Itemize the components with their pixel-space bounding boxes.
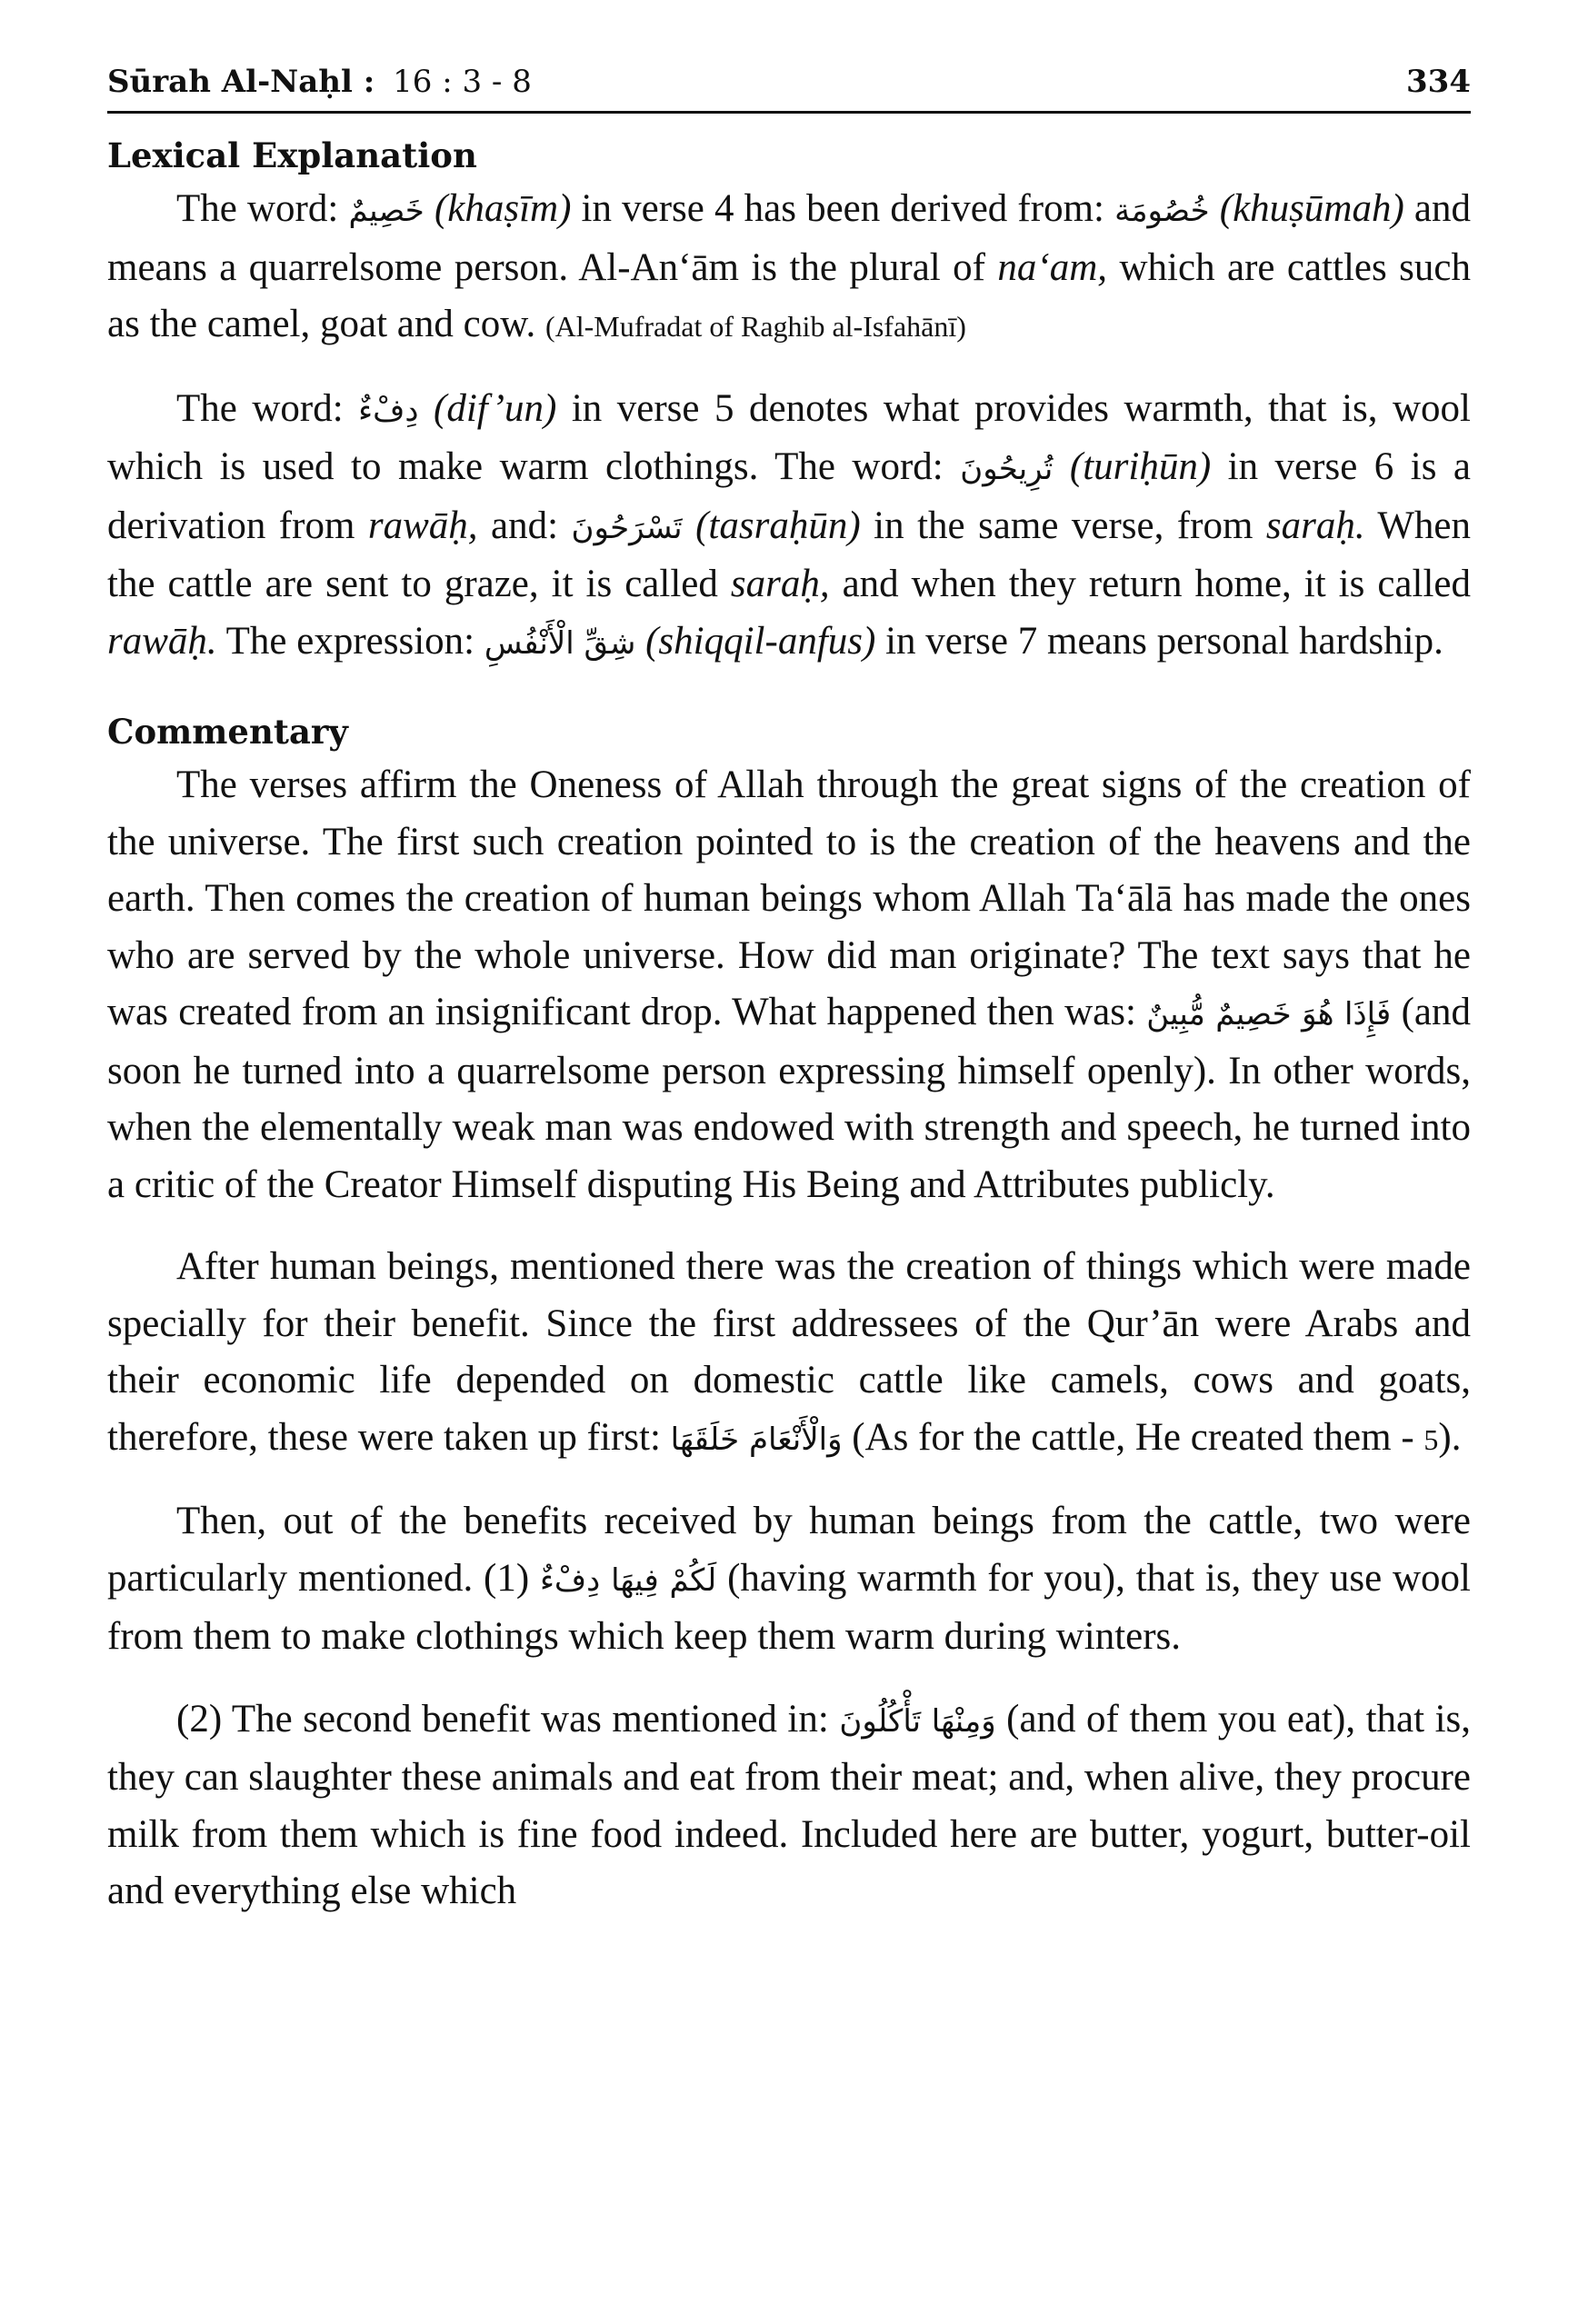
text-run: in verse 4 has been derived from: <box>571 187 1115 230</box>
text-run: (and of them you eat), that is, they can slaughter these animals and eat from their meat; and, when alive, they procure milk from them which is fine food indeed. Included here are butter, yogurt, butter-oil and everything else which <box>107 1697 1471 1912</box>
arabic-term: فَإِذَا هُوَ خَصِيمٌ مُّبِينٌ <box>1146 996 1392 1032</box>
text-run: The verses affirm the Oneness of Allah through the great signs of the creation of the universe. The first such creation pointed to is the creation of the heavens and the earth. Then comes the creation of human beings whom Allah Ta‘ālā has made the ones who are served by the whole universe. How did man originate? The text says that he was created from an insignificant drop. What happened then was: <box>107 763 1471 1033</box>
citation: (Al-Mufradat of Raghib al-Isfahānī) <box>544 310 966 343</box>
text-run: (As for the cattle, He created them - <box>842 1415 1424 1459</box>
arabic-term: لَكُمْ فِيهَا دِفْءٌ <box>539 1561 717 1599</box>
text-run: (having warmth for you), that is, they use wool from them to make clothings which keep them warm during winters. <box>107 1556 1471 1658</box>
lexical-paragraph-2 <box>107 381 1471 673</box>
verse-reference: 16 : 3 - 8 <box>393 64 532 100</box>
citation: 5 <box>1423 1422 1439 1456</box>
commentary-paragraph-1 <box>107 757 1471 1213</box>
text-run: The word: <box>176 386 359 430</box>
transliteration: rawāḥ. <box>107 619 217 663</box>
transliteration: (dif’un) <box>418 386 557 430</box>
text-run: in verse 6 is a derivation from <box>107 445 1471 547</box>
text-run: and when they return home, it is called <box>829 563 1471 605</box>
text-run: The expression: <box>216 619 484 663</box>
text-run: Then, out of the benefits received by human beings from the cattle, two were particularly mentioned. (1) <box>107 1500 1471 1600</box>
arabic-term: دِفْءٌ <box>358 392 419 429</box>
text-run: (2) The second benefit was mentioned in: <box>176 1697 840 1741</box>
surah-title: Sūrah Al-Naḥl : <box>107 64 375 100</box>
text-run: The word: <box>176 187 349 230</box>
lexical-paragraph-1 <box>107 181 1471 355</box>
commentary-paragraph-4 <box>107 1691 1471 1920</box>
text-run: which are cattles such as the camel, goat and cow. <box>107 245 1471 345</box>
running-head <box>107 64 1471 114</box>
arabic-term: تَسْرَحُونَ <box>571 509 683 546</box>
commentary-paragraph-2 <box>107 1239 1471 1468</box>
arabic-term: خَصِيمٌ <box>348 193 424 229</box>
arabic-term: خُصُومَة <box>1114 193 1210 229</box>
transliteration: (khaṣīm) <box>424 187 572 230</box>
text-run: in verse 7 means personal hardship. <box>875 619 1443 663</box>
text-run: ). <box>1438 1415 1462 1459</box>
lexical-heading: Lexical Explanation <box>107 135 477 175</box>
arabic-term: وَمِنْهَا تَأْكُلُونَ <box>839 1702 996 1740</box>
commentary-paragraph-3 <box>107 1493 1471 1666</box>
arabic-term: تُرِيحُونَ <box>960 451 1054 487</box>
transliteration: (tasraḥūn) <box>682 504 861 547</box>
transliteration: (khuṣūmah) <box>1209 187 1404 230</box>
transliteration: rawāḥ, <box>367 504 478 547</box>
text-run: After human beings, mentioned there was the creation of things which were made specially for their benefit. Since the first addressees of the Qur’ān were Arabs and their economic life depended on domestic cattle like camels, cows and goats, therefore, these were taken up first: <box>107 1245 1471 1459</box>
arabic-term: شِقِّ الْأَنْفُسِ <box>484 624 636 662</box>
text-run: When the cattle are sent to graze, it is called <box>107 504 1471 605</box>
text-run: (and soon he turned into a quarrelsome person expressing himself openly). In other words, when the elementally weak man was endowed with strength and speech, he turned into a critic of the Creator Himself disputing His Being and Attributes publicly. <box>107 991 1472 1206</box>
page <box>107 64 1471 1920</box>
transliteration: (shiqqil-anfus) <box>635 619 876 663</box>
text-run: and means a quarrelsome person. Al-An‘ām is the plural of <box>107 187 1471 289</box>
commentary-heading: Commentary <box>107 712 348 752</box>
running-head-left <box>107 64 532 100</box>
transliteration: saraḥ. <box>1265 504 1365 547</box>
transliteration: (turiḥūn) <box>1053 445 1212 488</box>
text-run: in the same verse, from <box>860 504 1266 547</box>
transliteration: na‘am, <box>997 245 1108 289</box>
transliteration: saraḥ, <box>730 563 830 605</box>
page-number: 334 <box>1406 64 1471 100</box>
arabic-term: وَالْأَنْعَامَ خَلَقَهَا <box>670 1421 843 1458</box>
text-run: in verse 5 denotes what provides warmth, that is, wool which is used to make warm clothings. The word: <box>107 386 1471 488</box>
text-run: and: <box>477 504 572 547</box>
